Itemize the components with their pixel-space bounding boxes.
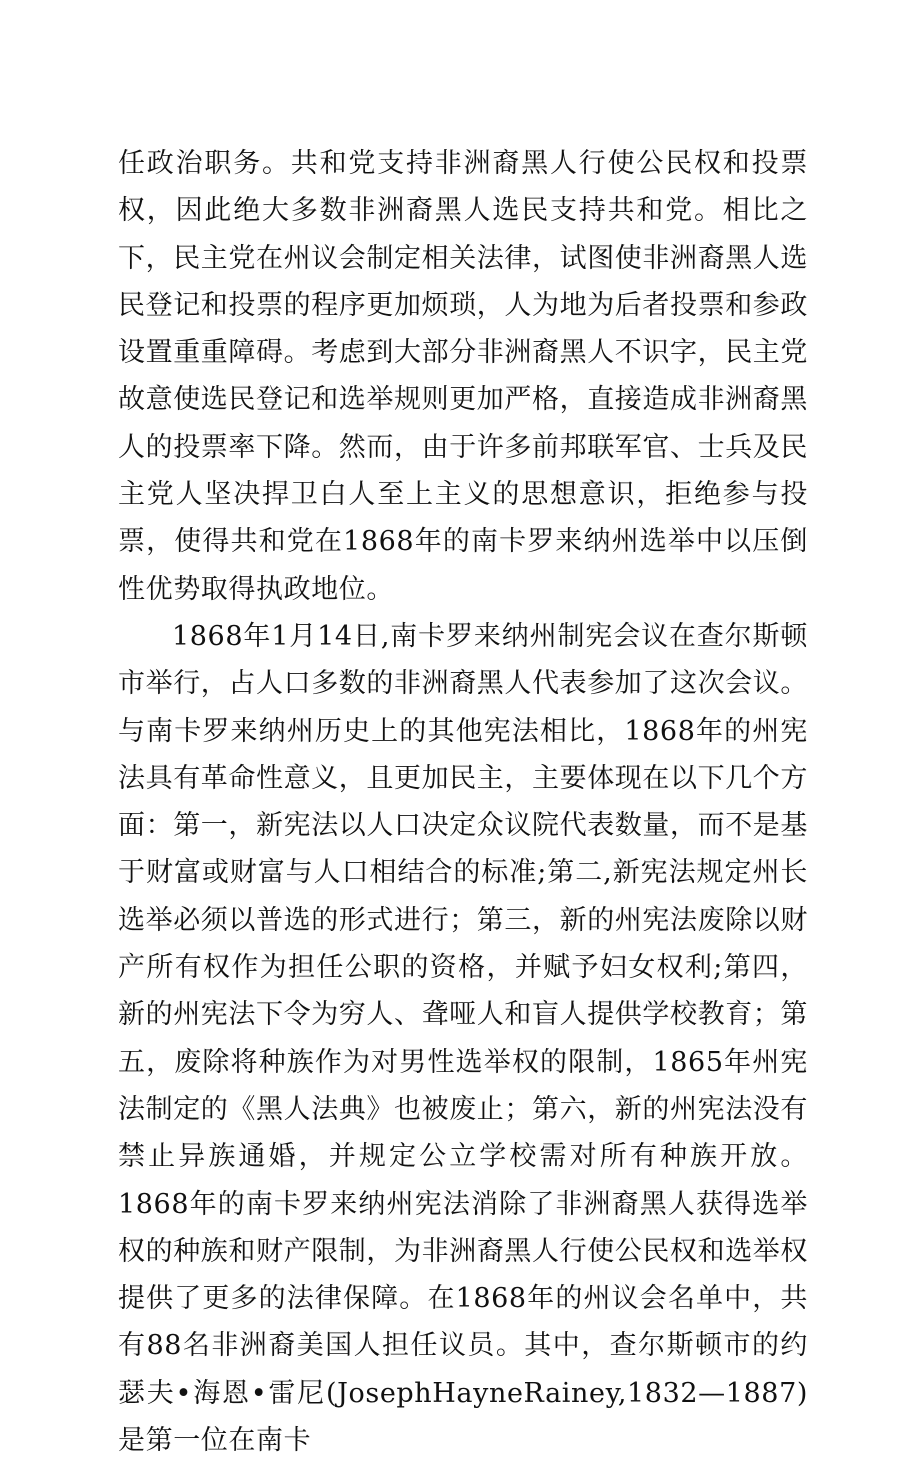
paragraph-1: 任政治职务。共和党支持非洲裔黑人行使公民权和投票权，因此绝大多数非洲裔黑人选民支持共和党。相比之下，民主党在州议会制定相关法律，试图使非洲裔黑人选民登记和投票的程序更加烦琐，人为地为后者投票和参政设置重重障碍。考虑到大部分非洲裔黑人不识字，民主党故意使选民登记和选举规则更加严格，直接造成非洲裔黑人的投票率下降。然而，由于许多前邦联军官、士兵及民主党人坚决捍卫白人至上主义的思想意识，拒绝参与投票，使得共和党在1868年的南卡罗来纳州选举中以压倒性优势取得执政地位。	[118, 148, 808, 605]
paragraph-2: 1868年1月14日,南卡罗来纳州制宪会议在查尔斯顿市举行，占人口多数的非洲裔黑人代表参加了这次会议。与南卡罗来纳州历史上的其他宪法相比，1868年的州宪法具有革命性意义，且更加民主，主要体现在以下几个方面：第一，新宪法以人口决定众议院代表数量，而不是基于财富或财富与人口相结合的标准;第二,新宪法规定州长选举必须以普选的形式进行；第三，新的州宪法废除以财产所有权作为担任公职的资格，并赋予妇女权利;第四，新的州宪法下令为穷人、聋哑人和盲人提供学校教育；第五，废除将种族作为对男性选举权的限制，1865年州宪法制定的《黑人法典》也被废止；第六，新的州宪法没有禁止异族通婚，并规定公立学校需对所有种族开放。1868年的南卡罗来纳州宪法消除了非洲裔黑人获得选举权的种族和财产限制，为非洲裔黑人行使公民权和选举权提供了更多的法律保障。在1868年的州议会名单中，共有88名非洲裔美国人担任议员。其中，查尔斯顿市的约瑟夫•海恩•雷尼(JosephHayneRainey,1832—1887)是第一位在南卡	[118, 620, 808, 1457]
document-body	[118, 140, 808, 1464]
